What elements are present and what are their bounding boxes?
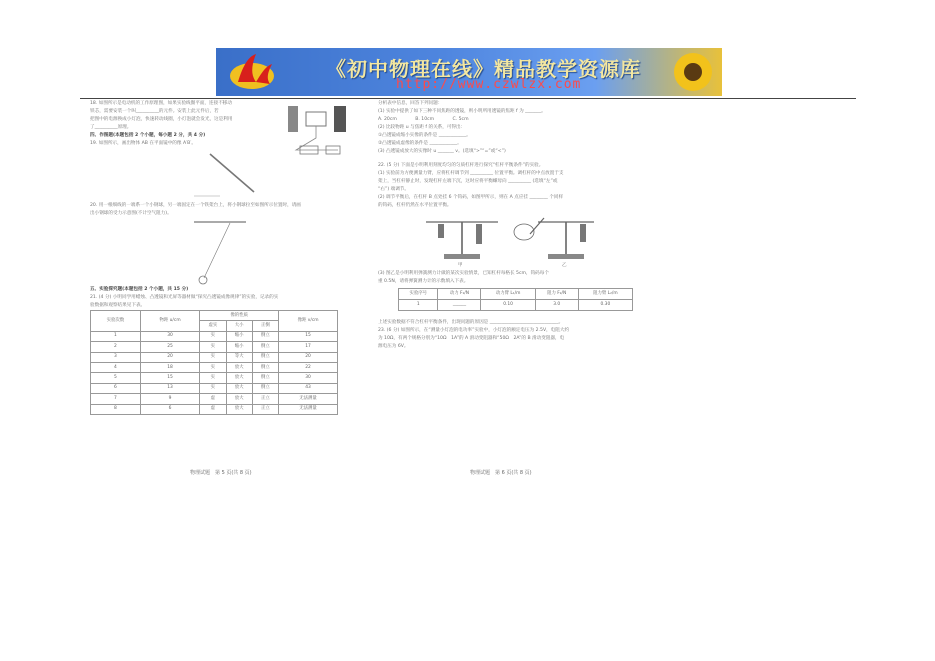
col-force2: 阻力 F₂/N: [535, 289, 578, 300]
banner-url: http://www.czwlzx.com: [396, 77, 582, 92]
q21-cont-2: (1) 实验中提供了如下三种不同焦距的透镜，则小明所用透镜的焦距 f 为 _______。: [378, 109, 546, 114]
q21-cont-3: (2) 比较物距 u 与焦距 f 的关系，可得出：: [378, 125, 466, 130]
q21-cont-6: (3) 凸透镜成放大的实像时 u _______ v。(选填“>”“=”或“<”): [378, 149, 506, 154]
lever-data-table: [398, 288, 633, 311]
q21-options: A. 20cm B. 10cm C. 5cm: [378, 117, 469, 122]
right-page: [378, 100, 638, 351]
q22-line-3: 架上，当杠杆静止时，发现杠杆左端下沉，这时应将平衡螺母向 __________ (选填“左”或: [378, 179, 558, 184]
q21-cont-4: ①凸透镜成缩小实像的条件是 ____________。: [378, 133, 471, 138]
label-figure-b: 乙: [562, 263, 567, 268]
table-row: 8 6 虚 放大 正立 无法测量: [91, 404, 338, 414]
q22-line-2: (1) 实验前为方便测量力臂，应将杠杆调节到 __________ 位置平衡。调杠杆的中点放置于支: [378, 171, 564, 176]
col-real-virtual: 虚实: [200, 321, 226, 331]
section-4-heading: 四、作图题(本题包括 2 个小题，每小题 2 分，共 4 分): [90, 133, 206, 138]
q18-line-4: 了__________原理。: [90, 125, 132, 130]
col-orientation: 正倒: [252, 321, 278, 331]
q22-conclusion: 上述实验数据不符合杠杆平衡条件，出现问题的原因是 ______________________________。: [378, 320, 564, 325]
sunflower-icon: [670, 50, 716, 94]
table-row: 2 25 实 缩小 倒立 17: [91, 342, 338, 352]
q21-cont-1: 分析表中信息，回答下列问题：: [378, 101, 443, 106]
q22-line-4: “右”) 端调节。: [378, 187, 409, 192]
motor-diagram: [286, 102, 348, 160]
q18-line-3: 把图中的电源换成小灯泡，快速转动线圈，小灯泡就会发光，这是利用: [90, 117, 233, 122]
lever-figures: [378, 210, 638, 270]
section-5-heading: 五、实验探究题(本题包括 2 个小题，共 15 分): [90, 287, 189, 292]
col-trial-no: 实验序号: [399, 289, 438, 300]
label-figure-a: 甲: [458, 263, 463, 268]
table-row: 1 ______ 0.10 3.0 0.30: [399, 300, 633, 311]
col-size: 大小: [226, 321, 252, 331]
q20-line-2: 出小钢球的受力示意图(不计空气阻力)。: [90, 211, 172, 216]
q22-line-5: (2) 调节平衡后，在杠杆 B 点处挂 6 个钩码，如图甲所示，则在 A 点应挂 ________ 个同样: [378, 195, 564, 200]
q18-line-1: 18. 如图所示是电动机的工作原理图，如果实验线圈平面，连接不移动: [90, 101, 232, 106]
q22-line-1: 22. (5 分) 下面是小明利用刻度均匀的匀质杠杆进行探究“杠杆平衡条件”的实验。: [378, 163, 544, 168]
q21-cont-5: ②凸透镜成虚像的条件是 ____________。: [378, 141, 462, 146]
q18-line-2: 铁芯，需要安装一个叫__________的元件。安装上此元件后，若: [90, 109, 219, 114]
q23-line-1: 23. (6 分) 如图所示，在“测量小灯泡的电功率”实验中，小灯泡的额定电压为 2.5V，电阻大约: [378, 328, 570, 333]
col-arm2: 阻力臂 L₂/m: [578, 289, 632, 300]
q22-3-line-2: 重 0.5N，请将弹簧测力计的示数填入下表。: [378, 279, 469, 284]
lever-diagram-a: [422, 212, 502, 264]
q23-line-3: 源电压为 6V。: [378, 344, 409, 349]
table-row: 1 30 实 缩小 倒立 15: [91, 331, 338, 341]
col-image-distance: 像距 v/cm: [279, 311, 338, 332]
right-page-footer: 物理试题 第 6 页(共 8 页): [470, 470, 532, 476]
logo-icon: [226, 52, 278, 92]
q22-line-6: 的钩码，杠杆仍然在水平位置平衡。: [378, 203, 452, 208]
left-page-footer: 物理试题 第 5 页(共 8 页): [190, 470, 252, 476]
col-image-nature: 像的性质: [200, 311, 279, 321]
col-force1: 动力 F₁/N: [438, 289, 481, 300]
col-object-distance: 物距 u/cm: [140, 311, 199, 332]
table-row: 3 20 实 等大 倒立 20: [91, 352, 338, 362]
q21-line-2: 验数据和观察结果见下表。: [90, 303, 146, 308]
banner-title: 《初中物理在线》精品教学资源库: [326, 57, 641, 81]
q21-line-1: 21. (4 分) 小明同学用蜡烛、凸透镜和光屏等器材做“探究凸透镜成像规律”的实验，记录的实: [90, 295, 279, 300]
col-arm1: 动力臂 L₁/m: [481, 289, 535, 300]
q22-3-line-1: (3) 图乙是小明利用弹簧测力计做的某次实验情景，已知杠杆每格长 5cm，钩码每个: [378, 271, 549, 276]
lens-data-table: [90, 310, 338, 415]
q20-line-1: 20. 用一根细线的一端系一个小钢球，另一端固定在一个铁架台上，将小钢球拉至如图所示位置时，请画: [90, 203, 301, 208]
table-row: 6 13 实 放大 倒立 43: [91, 383, 338, 393]
lever-diagram-b: [508, 212, 598, 264]
table-row: 7 9 虚 放大 正立 无法测量: [91, 394, 338, 404]
header-rule: [80, 98, 856, 99]
q19-text: 19. 如图所示，画出物体 AB 在平面镜中的像 A′B′。: [90, 141, 196, 146]
mirror-diagram: [190, 148, 270, 202]
left-page: [90, 100, 345, 415]
header-banner: [216, 48, 722, 96]
q23-line-2: 为 10Ω，有两个规格分别为“10Ω 1A”的 A 滑动变阻器和“50Ω 2A”的 B 滑动变阻器，电: [378, 336, 565, 341]
pendulum-diagram: [190, 218, 250, 286]
col-trial: 实验次数: [91, 311, 141, 332]
table-row: 5 15 实 放大 倒立 30: [91, 373, 338, 383]
table-row: 4 18 实 放大 倒立 22: [91, 362, 338, 372]
